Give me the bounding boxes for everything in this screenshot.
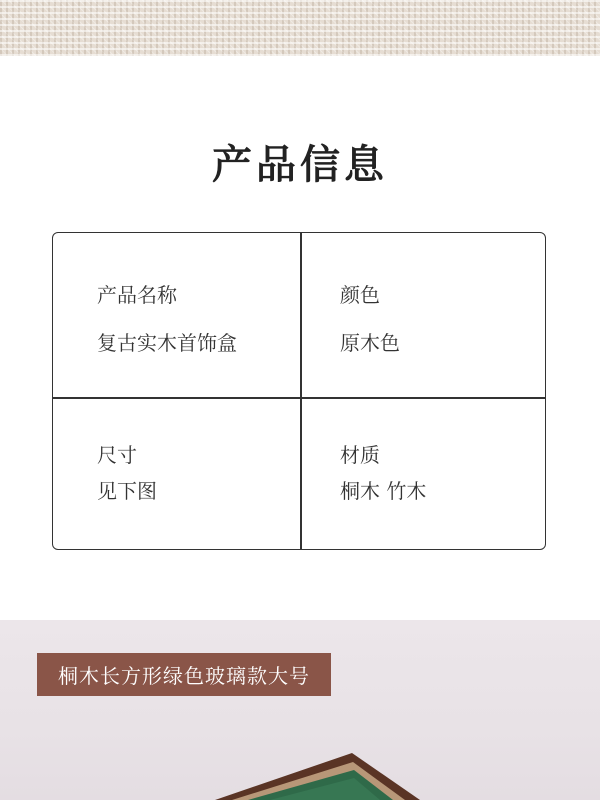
product-photo-section bbox=[0, 620, 600, 800]
linen-texture-banner bbox=[0, 0, 600, 56]
size-label: 尺寸 bbox=[97, 443, 137, 467]
material-value: 桐木 竹木 bbox=[340, 479, 427, 503]
material-label: 材质 bbox=[340, 443, 380, 467]
name-label: 产品名称 bbox=[97, 283, 177, 307]
color-value: 原木色 bbox=[340, 331, 400, 355]
name-value: 复古实木首饰盒 bbox=[97, 331, 237, 355]
jewelry-box-image bbox=[0, 620, 600, 800]
product-variant-badge: 桐木长方形绿色玻璃款大号 bbox=[37, 653, 331, 696]
table-divider-horizontal bbox=[53, 397, 545, 399]
color-label: 颜色 bbox=[340, 283, 380, 307]
size-value: 见下图 bbox=[97, 479, 157, 503]
product-info-table bbox=[52, 232, 546, 550]
table-divider-vertical bbox=[300, 233, 302, 549]
page-title: 产品信息 bbox=[212, 142, 388, 188]
